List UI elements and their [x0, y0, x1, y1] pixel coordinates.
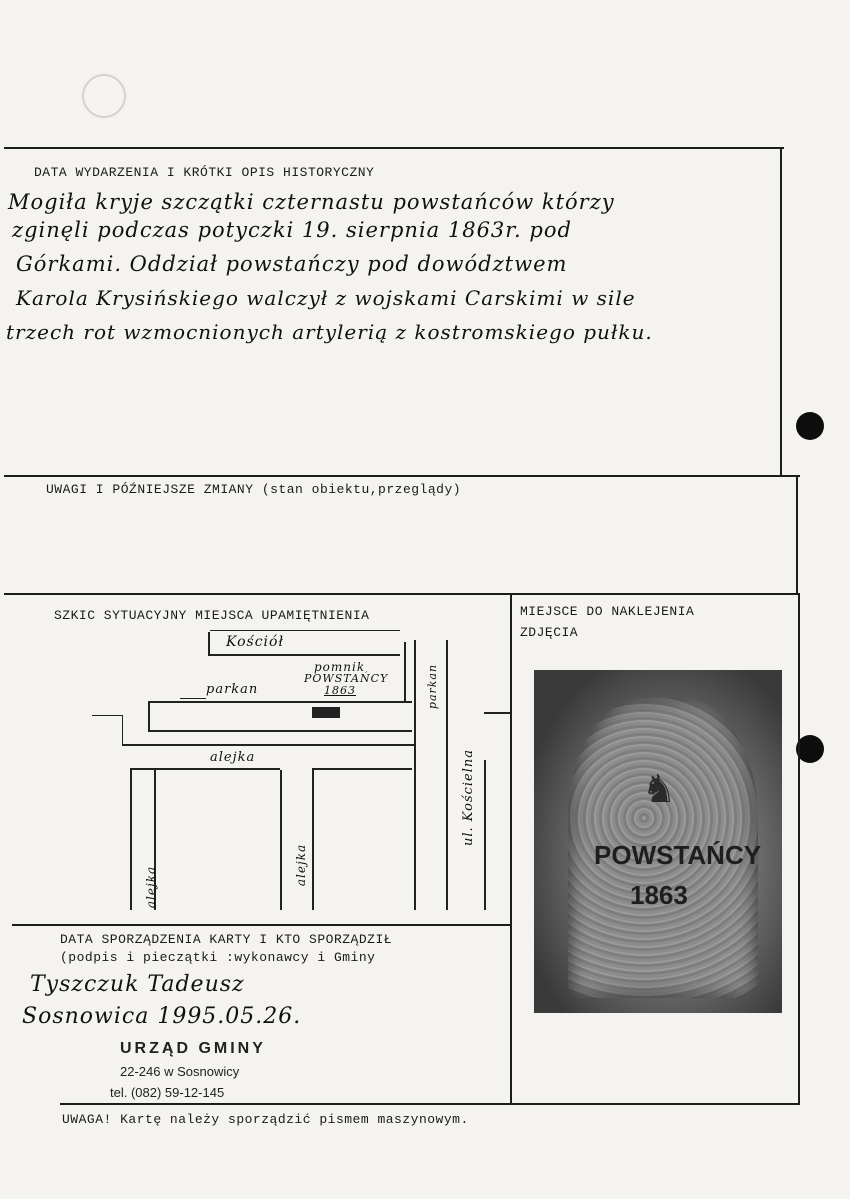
stamp-office: URZĄD GMINY — [120, 1040, 266, 1057]
sketch-label-street: ul. Kościelna — [461, 748, 477, 847]
section-heading-photo-1: MIEJSCE DO NAKLEJENIA — [520, 604, 695, 619]
history-line-4: Karola Krysińskiego walczył z wojskami Carskimi w sile — [16, 286, 636, 310]
history-line-2: zginęli podczas potyczki 19. sierpnia 1863r. pod — [12, 218, 572, 242]
fence-arrow — [180, 698, 206, 699]
sketch-label-monument-2: POWSTAŃCY — [304, 672, 389, 685]
fence-vertical-1 — [404, 642, 406, 702]
road-left-a — [92, 715, 122, 716]
history-line-3: Górkami. Oddział powstańczy pod dowództwem — [16, 252, 568, 276]
alley-top-line — [122, 744, 414, 746]
sketch-label-monument-3: 1863 — [324, 684, 356, 697]
stamp-phone: tel. (082) 59-12-145 — [110, 1085, 225, 1100]
sketch-label-alley-main: alejka — [210, 750, 256, 765]
block-bottom — [150, 730, 412, 732]
road-left-b — [122, 715, 123, 745]
alley-mid-line-1 — [280, 770, 282, 910]
sketch-label-church: Kościół — [226, 634, 284, 650]
street-line-left — [446, 640, 448, 910]
sketch-label-fence-2: parkan — [426, 663, 440, 710]
section-heading-remarks: UWAGI I PÓŹNIEJSZE ZMIANY (stan obiektu,przeglądy) — [46, 482, 462, 497]
section-heading-author-1: DATA SPORZĄDZENIA KARTY I KTO SPORZĄDZIŁ — [60, 932, 393, 947]
church-outline-left — [208, 632, 210, 656]
sketch-label-alley-left: alejka — [144, 865, 159, 909]
alley-bottom-left — [130, 768, 280, 770]
church-outline-top — [210, 630, 400, 631]
eagle-emblem-icon: ♞ — [645, 762, 673, 813]
section-heading-photo-2: ZDJĘCIA — [520, 625, 579, 640]
block-left — [148, 701, 150, 732]
author-name: Tyszczuk Tadeusz — [30, 972, 245, 997]
monument-marker — [312, 707, 340, 718]
alley-left-line-1 — [130, 770, 132, 910]
fence-vertical-2 — [414, 640, 416, 910]
stamp-address: 22-246 w Sosnowicy — [120, 1064, 240, 1079]
author-place-date: Sosnowica 1995.05.26. — [22, 1004, 302, 1029]
section-heading-author-2: (podpis i pieczątki :wykonawcy i Gminy — [60, 950, 376, 965]
church-outline-bottom — [210, 654, 400, 656]
sketch-label-fence: parkan — [206, 682, 259, 697]
section-heading-history: DATA WYDARZENIA I KRÓTKI OPIS HISTORYCZNY — [34, 165, 375, 180]
history-line-5: trzech rot wzmocnionych artylerią z kostromskiego pułku. — [6, 320, 653, 344]
photo-stone-text-2: 1863 — [630, 880, 688, 910]
alley-bottom-right — [312, 768, 412, 770]
section-heading-sketch: SZKIC SYTUACYJNY MIEJSCA UPAMIĘTNIENIA — [54, 608, 370, 623]
block-top — [150, 701, 412, 703]
sketch-label-alley-mid: alejka — [294, 843, 309, 887]
sketch-label-monument-1: pomnik — [314, 660, 366, 674]
history-line-1: Mogiła kryje szczątki czternastu powstańców którzy — [8, 190, 615, 214]
street-line-right — [484, 760, 486, 910]
footer-note: UWAGA! Kartę należy sporządzić pismem maszynowym. — [62, 1112, 469, 1127]
alley-mid-line-2 — [312, 770, 314, 910]
street-branch — [484, 712, 510, 714]
photo-stone-text-1: POWSTAŃCY — [594, 840, 762, 870]
monument-photo — [534, 670, 782, 1013]
